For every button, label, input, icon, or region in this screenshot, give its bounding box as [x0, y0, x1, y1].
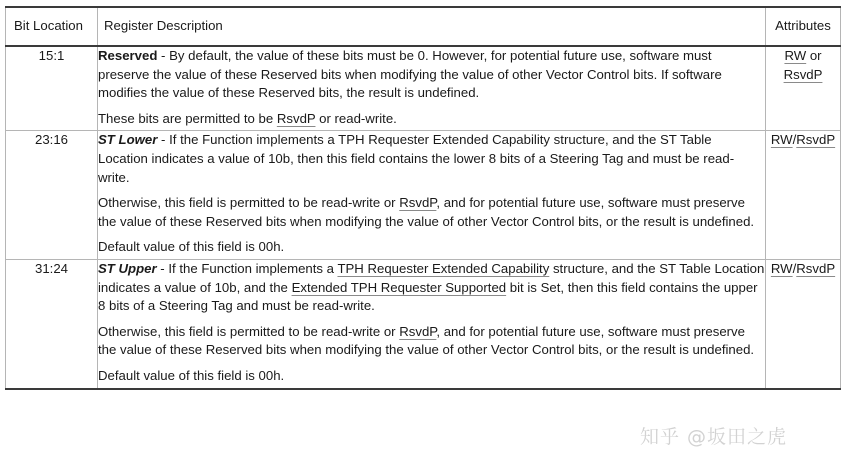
table-row: [6, 259, 841, 388]
attributes-cell: [766, 46, 841, 131]
description-text: structure, and the ST Table Location indicates a value of 10b, and the: [98, 260, 765, 295]
table-row: [6, 46, 841, 131]
description-text: If the Function implements a TPH Requester Extended Capability structure, and the ST Table Location indicates a value of 10b, then this field contains the lower 8 bits of a Steering Tag and must be read-write.: [98, 132, 735, 185]
attr-connector: or: [806, 48, 822, 63]
description-paragraph: [98, 323, 765, 360]
rw-link[interactable]: RW: [770, 260, 793, 276]
header-bit-location: Bit Location: [6, 7, 98, 46]
attr-connector: /: [792, 132, 797, 148]
description-cell: [98, 259, 766, 388]
description-paragraph: [98, 110, 765, 129]
description-paragraph: [98, 260, 765, 316]
attributes-cell: [766, 131, 841, 260]
field-name: Reserved: [98, 48, 158, 63]
rsvdp-link[interactable]: RsvdP: [796, 260, 836, 276]
watermark: 知乎 @坂田之虎: [640, 426, 788, 448]
field-name: ST Upper: [98, 260, 157, 276]
bit-location-cell: 31:24: [6, 259, 98, 388]
rsvdp-link[interactable]: RsvdP: [399, 195, 437, 211]
description-text: Otherwise, this field is permitted to be read-write or: [98, 195, 400, 211]
tph-requester-extended-capability-link[interactable]: TPH Requester Extended Capability: [337, 260, 550, 276]
description-cell: [98, 131, 766, 260]
description-text: bit is Set, then this field contains the upper 8 bits of a Steering Tag and must be read-write.: [98, 279, 758, 314]
separator: -: [156, 260, 169, 276]
description-paragraph: [98, 47, 765, 103]
description-text: Otherwise, this field is permitted to be read-write or: [98, 323, 400, 339]
rsvdp-link[interactable]: RsvdP: [783, 66, 823, 82]
rsvdp-link[interactable]: RsvdP: [796, 132, 836, 148]
description-text: , and for potential future use, software must preserve the value of these Reserved bits when modifying the value of other Vector Control bits, or the result is undefined.: [98, 195, 755, 229]
description-paragraph: [98, 131, 765, 187]
rw-link[interactable]: RW: [770, 132, 793, 148]
rw-link[interactable]: RW: [784, 48, 807, 63]
attr-connector: /: [792, 260, 797, 276]
field-name: ST Lower: [98, 132, 158, 148]
rsvdp-link[interactable]: RsvdP: [399, 323, 437, 339]
table-header-row: [6, 7, 841, 46]
description-paragraph: [98, 194, 765, 231]
separator: -: [157, 132, 170, 148]
separator: -: [157, 48, 170, 63]
description-paragraph: Default value of this field is 00h.: [98, 367, 285, 383]
description-text: , and for potential future use, software must preserve the value of these Reserved bits when modifying the value of other Vector Control bits, or the result is undefined.: [98, 323, 755, 358]
rsvdp-link[interactable]: RsvdP: [276, 110, 316, 126]
header-attributes: Attributes: [766, 7, 841, 46]
table-row: [6, 131, 841, 260]
description-text: or read-write.: [315, 110, 397, 126]
register-table: [5, 6, 841, 390]
bit-location-cell: 15:1: [6, 46, 98, 131]
header-register-description: Register Description: [98, 7, 766, 46]
attributes-cell: [766, 259, 841, 388]
description-text: These bits are permitted to be: [98, 110, 277, 126]
description-text: By default, the value of these bits must be 0. However, for potential future use, software must preserve the value of these Reserved bits when modifying the value of other Vector Control bits. If software modifies the value of these Reserved bits, the result is undefined.: [98, 48, 722, 101]
description-paragraph: Default value of this field is 00h.: [98, 239, 285, 255]
description-text: If the Function implements a: [168, 260, 338, 276]
bit-location-cell: 23:16: [6, 131, 98, 260]
extended-tph-requester-supported-link[interactable]: Extended TPH Requester Supported: [291, 279, 507, 295]
description-cell: [98, 46, 766, 131]
